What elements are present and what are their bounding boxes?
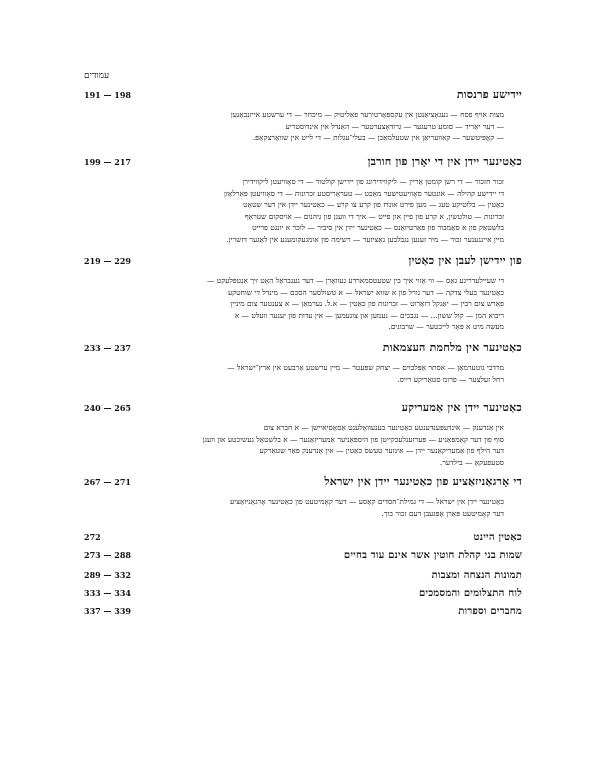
toc-entry-line: דער הילף פון אַמעריקאַנער יידן — אינזער טעשס כאַטין — אין אָנדענק פּאַר שטאַרקע	[259, 446, 504, 456]
toc-entry-pages: 240 — 265	[84, 403, 131, 413]
toc-entry-pages: 267 — 271	[84, 477, 131, 487]
toc-entry-head	[84, 88, 522, 101]
toc-entry	[84, 401, 522, 468]
toc-entry-contents	[84, 109, 504, 144]
toc-entry-line: בלשטאַק פון א סאַמבור פון פּאַרטיזאַנס — כאַטינער יידן אין סיביר — לוכר א יונגט פרייט	[252, 223, 504, 233]
toc-entry	[84, 155, 522, 246]
toc-entry-line: — דער יאַריד — סומע טרעגער — גרודאָצערטער — האַנדל אין אינדוסטריע	[285, 121, 504, 131]
toc-entry-line: כאַטין — בלוטיקע טעג — מען פירט אונדז פון קרע צו קרע — כאַטינער יידן אין דער שטאָט	[243, 200, 504, 210]
toc-entry-contents	[84, 422, 504, 468]
toc-entry-line: די יידישע קהילה — אונטער סאָוויעטישער מאַכט — טעראָריסטע זכרונות — די סאָוויעטן פּאַרלאָזן	[223, 188, 504, 198]
toc-entry-line: רחל זעלצער — פרומ סטאַריקע רייס.	[397, 374, 504, 384]
toc-entry-line: כאַטינער יידן אין ישראל — די גמילת־חסדים קאַסע — דער קאָמיטעט פון כאַטינער אָרגאַניזאַציע	[229, 497, 504, 506]
toc-entry-contents	[84, 496, 504, 519]
toc-entry-pages: 289 — 332	[84, 570, 131, 580]
toc-entry-head	[84, 401, 522, 414]
toc-entry-line: זכור חזכור — די רשן קומטן אַריין — ליקווידירונג פון יידישן קולטור — די סאָוויעטן ליקווידירן	[242, 177, 504, 186]
toc-entry-contents	[84, 362, 504, 385]
toc-entry-pages: 233 — 237	[84, 343, 131, 353]
toc-entry-pages: 199 — 217	[84, 157, 131, 167]
toc-entry-pages: 337 — 339	[84, 606, 131, 616]
toc-entry-pages: 191 — 198	[84, 90, 131, 100]
toc-entry-title: תמונות הנצחה ומצבות	[431, 570, 522, 581]
toc-entry-line: מעשה מיט א פּאָר לייכטער — שרבונים.	[388, 322, 504, 332]
toc-simple-entry	[84, 588, 522, 599]
toc-entry	[84, 475, 522, 519]
toc-entry-pages: 219 — 229	[84, 256, 131, 266]
toc-entry-line: זכרונות — טולטשין, א קרע פון פיין און פייט — איך די וועגן פון גיהנום — אויסקום שטראַף	[244, 211, 504, 221]
toc-simple-entry	[84, 570, 522, 581]
toc-entry-line: כאַטינער בעלי צדקה — דער גורל פון א שווא ישראל — א טשולסער הסכם — מינדל די שוחטקע	[227, 287, 504, 297]
toc-entry-title: לוח התצלומים והמסמכים	[418, 588, 522, 599]
toc-entry-title: יידישע פרנסות	[456, 88, 522, 101]
toc-entry	[84, 88, 522, 144]
toc-entry-pages: 273 — 288	[84, 550, 131, 560]
toc-entry-title: שמות בני קהלת חוטין אשר אינם עוד בחיים	[343, 550, 522, 561]
pages-column-label: עמודים	[84, 71, 110, 81]
toc-entry-contents	[84, 176, 504, 246]
toc-entry-line: — קאָפּיטשער — קאוועריאַן אין שטעלמאַכן — בעלי־עגלות — די לייט אין שוואַרצקאַפּ.	[252, 133, 504, 143]
toc-entry	[84, 341, 522, 385]
toc-simple-entry	[84, 532, 522, 543]
toc-entry-line: מצות אויף פסח — נעגאָציאַנטן אין עקספּאָרטירער פאַליטיק — מיכחר — די ערשטע אייזנבאַנען	[230, 110, 504, 119]
toc-entry-title: כאַטינער יידן אין די יאָרן פון חורבן	[367, 155, 522, 168]
toc-entry-line: סטעפעקאַ — בילדער.	[439, 457, 504, 467]
toc-entry-title: פון יידישן לעבן אין כאַטין	[408, 254, 522, 267]
toc-entry	[84, 254, 522, 333]
toc-entry-line: אין אַנדענק — אינדעפּענדענטע כאַטינער בענעוואָלענט אַסאָסיאיישן — א חברא צום	[263, 423, 504, 432]
toc-entry-title: די אָרגאַניזאַציע פון כאַטינער יידן אין ישראל	[324, 475, 522, 488]
toc-entry-title: מחברים וספרות	[458, 606, 522, 617]
toc-entry-pages: 272	[84, 532, 101, 542]
toc-entry-line: דער קאָמיטעט פּאַרן אָפּגעבן דעם זכור בוך.	[381, 508, 504, 518]
toc-entry-line: מיין איינגענער זכור — מיר זענען נגבלבען נאַציזער — רשימה פון אומגעקומענע אין לאַגער דזשרין.	[226, 234, 504, 244]
toc-entry-pages: 333 — 334	[84, 588, 131, 598]
toc-entry-line: פאַרש צום רבין — יאַנקל דזאַרוט — זכרונות פון כאַטין — א.ל. נערמאַן — א צענטער צום מיניין	[230, 299, 504, 309]
toc-entry-head	[84, 341, 522, 354]
toc-entry-title: כאַטין היינט	[473, 532, 522, 543]
toc-simple-entry	[84, 550, 522, 561]
toc-entry-line: סוף פון דער קאַמפּאַניע — פּערזענלעכקייטן פון היספּאַניער אַמעריזאַנער — א בלשטאַל געשיכטע און וועגן	[202, 434, 504, 444]
toc-entry-head	[84, 254, 522, 267]
toc-entry-title: כאַטינער יידן אין אַמעריקע	[401, 401, 522, 414]
toc-entry-line: מרדכי גוטערמאַן — אסתר אַפּלבוים — יצחק שפּעטר — מיין ערשטע אַרבעט אין ארץ־ישראל —	[227, 363, 504, 372]
toc-entry-head	[84, 155, 522, 168]
toc-simple-entry	[84, 606, 522, 617]
toc-entry-head	[84, 475, 522, 488]
toc-entry-line: ריבוא המן — קול ששון... — נגבכים — נעמען און צונעמען — אין עדות פון יענער וועלט — א	[234, 310, 504, 320]
toc-entry-title: כאַטינער אין מלחמת העצמאות	[382, 341, 522, 354]
toc-entry-contents	[84, 275, 504, 333]
toc-entry-line: די שעיילעדריגע גאַס — ווי אַזוי איך בין שטעטסמארדע געוואָרן — דער נעגבראַל האָט זיך אַנטפּלעקט —	[206, 276, 504, 285]
